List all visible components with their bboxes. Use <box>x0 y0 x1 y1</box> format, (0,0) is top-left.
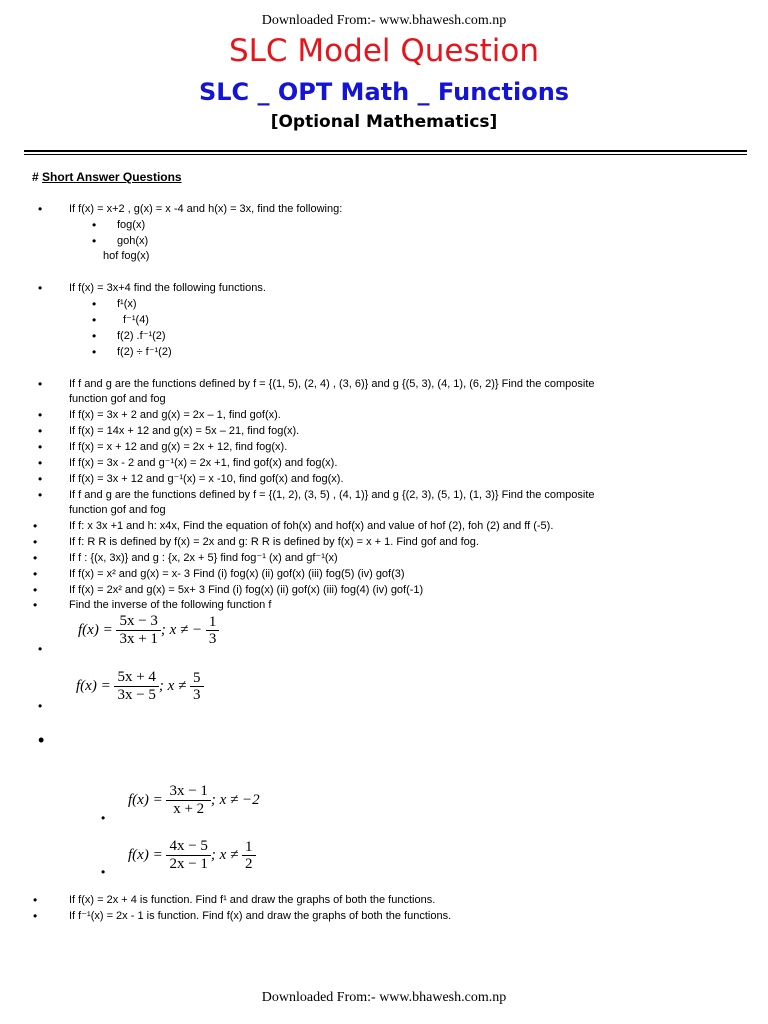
formula-denominator: 3x − 5 <box>117 687 156 703</box>
question-text: If f and g are the functions defined by f = {(1, 2), (3, 5) , (4, 1)} and g {(2, 3), (5, 1), (1, 3)} Find the composite <box>69 489 595 501</box>
formula-numerator: 5x − 3 <box>116 613 160 631</box>
bullet-icon: • <box>33 551 38 565</box>
bullet-icon: • <box>38 202 43 216</box>
bullet-icon: • <box>38 699 43 713</box>
question-text: function gof and fog <box>69 504 166 516</box>
list-item: f⁻¹(4) <box>123 314 149 326</box>
formula-denominator: 3x + 1 <box>119 631 158 647</box>
bullet-icon: • <box>38 488 43 502</box>
list-item: fog(x) <box>117 219 146 231</box>
bullet-icon: • <box>92 313 97 327</box>
page-title: SLC Model Question <box>228 33 540 69</box>
bullet-icon: • <box>33 909 38 923</box>
divider-thin <box>24 154 747 155</box>
question-text: function gof and fog <box>69 393 166 405</box>
bullet-icon: • <box>33 519 38 533</box>
bullet-icon: • <box>92 329 97 343</box>
page-subtitle: SLC _ OPT Math _ Functions <box>198 78 570 106</box>
question-text: If f⁻¹(x) = 2x - 1 is function. Find f(x) and draw the graphs of both the functions. <box>69 910 452 922</box>
formula <box>76 669 204 704</box>
formula-condition: ; x ≠ −2 <box>210 791 260 808</box>
formula-condition-numerator: 1 <box>206 614 220 631</box>
formula-lhs: f(x) = <box>76 677 111 694</box>
header-download-source: Downloaded From:- www.bhawesh.com.np <box>261 13 507 28</box>
section-label: Short Answer Questions <box>42 170 182 184</box>
bullet-icon: • <box>92 218 97 232</box>
formula-denominator: x + 2 <box>173 801 205 817</box>
formula-denominator: 2x − 1 <box>169 856 208 872</box>
bullet-icon: • <box>101 811 106 825</box>
bullet-icon: • <box>33 893 38 907</box>
question-text: If f(x) = 14x + 12 and g(x) = 5x – 21, find fog(x). <box>69 425 300 437</box>
question-text: If f(x) = 2x + 4 is function. Find f¹ and draw the graphs of both the functions. <box>69 894 436 906</box>
formula-condition: ; x ≠ <box>158 677 187 694</box>
bullet-icon: • <box>92 297 97 311</box>
formula-numerator: 4x − 5 <box>166 838 210 856</box>
bullet-icon: • <box>92 234 97 248</box>
bullet-icon: • <box>38 408 43 422</box>
formula-lhs: f(x) = <box>78 621 113 638</box>
list-item: f(2) .f⁻¹(2) <box>117 330 166 342</box>
formula-numerator: 3x − 1 <box>166 783 210 801</box>
formula-lhs: f(x) = <box>128 846 163 863</box>
question-text: If f(x) = 3x + 2 and g(x) = 2x – 1, find gof(x). <box>69 409 281 421</box>
formula-condition-numerator: 5 <box>190 670 204 687</box>
list-item: hof fog(x) <box>103 250 150 262</box>
footer-download-source: Downloaded From:- www.bhawesh.com.np <box>261 990 507 1005</box>
formula <box>78 613 219 648</box>
formula-condition-numerator: 1 <box>242 839 256 856</box>
list-item: f(2) ÷ f⁻¹(2) <box>117 346 172 358</box>
question-text: If f: R R is defined by f(x) = 2x and g: R R is defined by f(x) = x + 1. Find gof and fog. <box>69 536 479 548</box>
question-text: If f(x) = x + 12 and g(x) = 2x + 12, find fog(x). <box>69 441 288 453</box>
question-text: If f(x) = 3x+4 find the following functions. <box>69 282 266 294</box>
formula-numerator: 5x + 4 <box>114 669 158 687</box>
bullet-icon: • <box>33 567 38 581</box>
formula-condition-denominator: 2 <box>245 856 253 872</box>
course-name: [Optional Mathematics] <box>270 112 498 132</box>
list-item: goh(x) <box>117 235 149 247</box>
question-text: Find the inverse of the following function f <box>69 599 272 611</box>
question-text: If f(x) = x² and g(x) = x- 3 Find (i) fog(x) (ii) gof(x) (iii) fog(5) (iv) gof(3) <box>69 568 405 580</box>
section-hash: # <box>32 170 39 184</box>
formula-condition-denominator: 3 <box>208 631 217 647</box>
bullet-icon: • <box>38 377 43 391</box>
list-item: f¹(x) <box>117 298 137 310</box>
bullet-icon: • <box>38 642 43 656</box>
bullet-icon: • <box>38 730 45 750</box>
bullet-icon: • <box>38 440 43 454</box>
bullet-icon: • <box>33 583 38 597</box>
formula <box>128 783 260 818</box>
question-text: If f(x) = 3x - 2 and g⁻¹(x) = 2x +1, find gof(x) and fog(x). <box>69 457 338 469</box>
formula-lhs: f(x) = <box>128 791 163 808</box>
formula-condition: ; x ≠ − <box>160 621 203 638</box>
question-text: If f(x) = 2x² and g(x) = 5x+ 3 Find (i) fog(x) (ii) gof(x) (iii) fog(4) (iv) gof(-1) <box>69 584 424 596</box>
bullet-icon: • <box>92 345 97 359</box>
bullet-icon: • <box>38 281 43 295</box>
bullet-icon: • <box>101 865 106 879</box>
bullet-icon: • <box>38 472 43 486</box>
question-text: If f(x) = 3x + 12 and g⁻¹(x) = x -10, find gof(x) and fog(x). <box>69 473 344 485</box>
bullet-icon: • <box>38 456 43 470</box>
question-text: If f and g are the functions defined by f = {(1, 5), (2, 4) , (3, 6)} and g {(5, 3), (4, 1), (6, 2)} Find the composite <box>69 378 595 390</box>
formula <box>128 838 256 873</box>
section-heading <box>32 170 182 184</box>
bullet-icon: • <box>33 598 38 612</box>
bullet-icon: • <box>38 424 43 438</box>
divider-thick <box>24 150 747 152</box>
question-text: If f(x) = x+2 , g(x) = x -4 and h(x) = 3x, find the following: <box>69 203 343 215</box>
formula-condition: ; x ≠ <box>210 846 239 863</box>
question-text: If f: x 3x +1 and h: x4x, Find the equation of foh(x) and hof(x) and value of hof (2), foh (2) and ff (-5). <box>69 520 554 532</box>
question-text: If f : {(x, 3x)} and g : {x, 2x + 5} find fog⁻¹ (x) and gf⁻¹(x) <box>69 552 338 564</box>
bullet-icon: • <box>33 535 38 549</box>
formula-condition-denominator: 3 <box>193 687 201 703</box>
